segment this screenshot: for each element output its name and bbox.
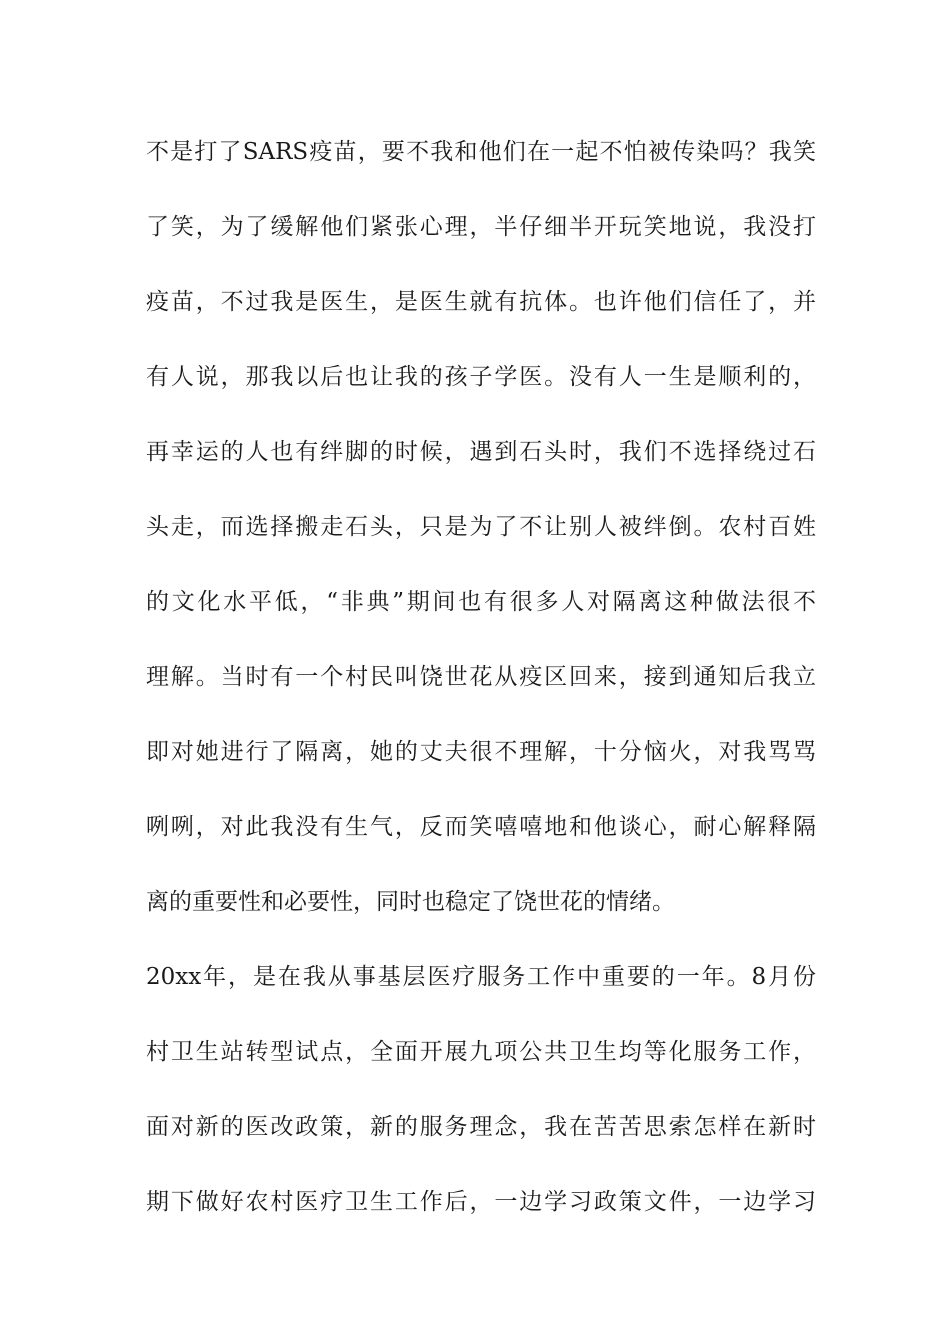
body-text-line: 咧咧，对此我没有生气，反而笑嘻嘻地和他谈心，耐心解释隔 [146,814,816,840]
body-text-line: 离的重要性和必要性，同时也稳定了饶世花的情绪。 [146,889,675,915]
body-text-line: 头走，而选择搬走石头，只是为了不让别人被绊倒。农村百姓 [146,514,816,540]
body-text-line: 20xx年，是在我从事基层医疗服务工作中重要的一年。8月份 [146,964,816,990]
body-text-line: 了笑，为了缓解他们紧张心理，半仔细半开玩笑地说，我没打 [146,214,816,240]
body-text-line: 理解。当时有一个村民叫饶世花从疫区回来，接到通知后我立 [146,664,816,690]
body-text-line: 的文化水平低，“非典”期间也有很多人对隔离这种做法很不 [146,589,816,615]
body-text-line: 疫苗，不过我是医生，是医生就有抗体。也许他们信任了，并 [146,289,816,315]
body-text-line: 即对她进行了隔离，她的丈夫很不理解，十分恼火，对我骂骂 [146,739,816,765]
body-text-line: 面对新的医改政策，新的服务理念，我在苦苦思索怎样在新时 [146,1114,816,1140]
body-text-line: 期下做好农村医疗卫生工作后，一边学习政策文件，一边学习 [146,1189,816,1215]
body-text-line: 村卫生站转型试点，全面开展九项公共卫生均等化服务工作， [146,1039,816,1065]
body-text-line: 再幸运的人也有绊脚的时候，遇到石头时，我们不选择绕过石 [146,439,816,465]
body-text-line: 有人说，那我以后也让我的孩子学医。没有人一生是顺利的， [146,364,816,390]
body-text-line: 不是打了SARS疫苗，要不我和他们在一起不怕被传染吗？我笑 [146,139,816,165]
